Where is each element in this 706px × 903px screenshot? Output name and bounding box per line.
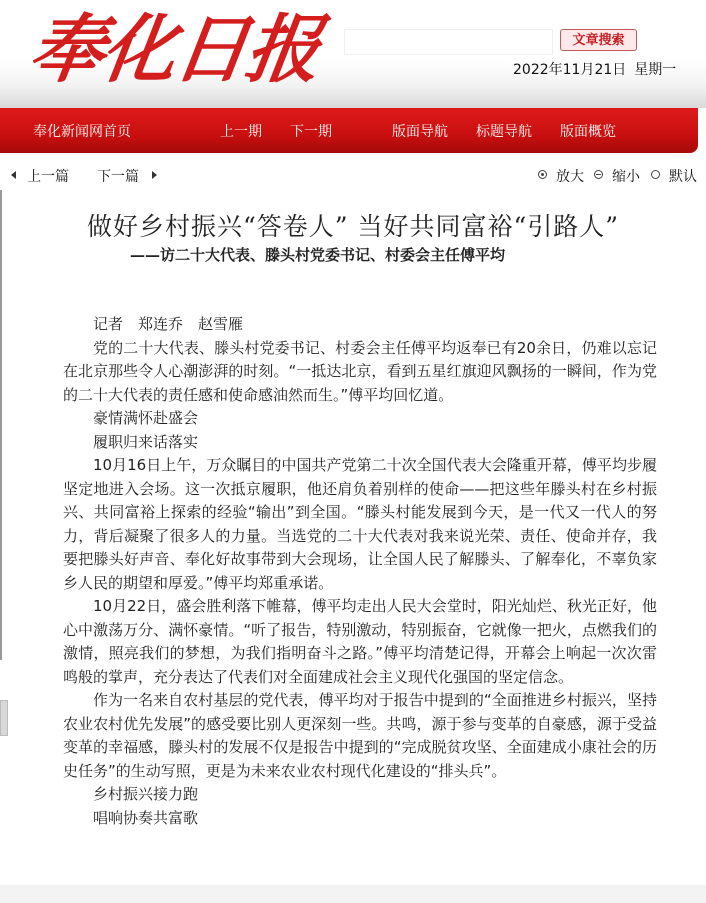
nav-home-link[interactable]: 奉化新闻网首页 xyxy=(33,124,131,140)
date-display xyxy=(513,59,684,79)
article-toolbar xyxy=(0,160,706,190)
next-article-link[interactable]: 下一篇 xyxy=(97,169,139,185)
issue-date: 2022年11月21日 xyxy=(513,62,627,78)
arrow-left-icon xyxy=(11,171,16,179)
default-size-label[interactable]: 默认 xyxy=(669,169,697,185)
section-heading: 豪情满怀赴盛会 xyxy=(93,409,199,427)
article-paragraph: 10月16日上午，万众瞩目的中国共产党第二十次全国代表大会隆重开幕，傅平均步履坚定地进入会场。这一次抵京履职，他还肩负着别样的使命——把这些年滕头村在乡村振兴、共同富裕上探索的经验“输出”到全国。“滕头村能发展到今天，是一代又一代人的努力，背后凝聚了很多人的力量。当选党的二十大代表对我来说光荣、责任、使命并存，我要把滕头好声音、奉化好故事带到大会现场，让全国人民了解滕头、了解奉化，不辜负家乡人民的期望和厚爱。”傅平均郑重承诺。 xyxy=(63,456,657,592)
zoom-in-label[interactable]: 放大 xyxy=(556,169,584,185)
page-header xyxy=(0,0,706,108)
left-divider xyxy=(0,190,2,660)
nav-page-navigation[interactable]: 版面导航 xyxy=(392,124,448,140)
nav-page-overview[interactable]: 版面概览 xyxy=(560,124,616,140)
article-paragraph: 作为一名来自农村基层的党代表，傅平均对于报告中提到的“全面推进乡村振兴，坚持农业农村优先发展”的感受要比别人更深刻一些。共鸣，源于参与变革的自豪感，源于受益变革的幸福感，滕头村的发展不仅是报告中提到的“完成脱贫攻坚、全面建成小康社会的历史任务”的生动写照，更是为未来农业农村现代化建设的“排头兵”。 xyxy=(63,691,657,780)
article-body xyxy=(63,313,657,830)
zoom-out-radio-icon[interactable] xyxy=(594,170,603,179)
nav-title-navigation[interactable]: 标题导航 xyxy=(476,124,532,140)
left-scroll-tab[interactable] xyxy=(0,700,8,736)
zoom-in-radio-icon[interactable] xyxy=(538,170,547,179)
zoom-out-label[interactable]: 缩小 xyxy=(612,169,640,185)
article-subtitle: ——访二十大代表、滕头村党委书记、村委会主任傅平均 xyxy=(130,246,506,264)
section-heading: 唱响协奏共富歌 xyxy=(93,808,199,827)
search-input[interactable] xyxy=(344,29,553,55)
prev-article-link[interactable]: 上一篇 xyxy=(27,169,69,185)
article-byline: 记者 郑连乔 赵雪雁 xyxy=(93,315,244,333)
section-heading: 乡村振兴接力跑 xyxy=(93,785,199,803)
section-heading: 履职归来话落实 xyxy=(93,432,199,451)
article-paragraph: 党的二十大代表、滕头村党委书记、村委会主任傅平均返奉已有20余日，仍难以忘记在北京那些令人心潮澎湃的时刻。“一抵达北京，看到五星红旗迎风飘扬的一瞬间，作为党的二十大代表的责任感和使命感油然而生。”傅平均回忆道。 xyxy=(63,338,657,404)
nav-prev-issue[interactable]: 上一期 xyxy=(220,124,262,140)
bottom-scrollbar[interactable] xyxy=(0,885,706,903)
article-title: 做好乡村振兴“答卷人” 当好共同富裕“引路人” xyxy=(86,212,620,241)
nav-next-issue[interactable]: 下一期 xyxy=(290,124,332,140)
weekday: 星期一 xyxy=(634,62,677,78)
default-size-radio-icon[interactable] xyxy=(651,170,660,179)
newspaper-logo: 奉化日报 xyxy=(24,7,325,93)
article-paragraph: 10月22日，盛会胜利落下帷幕，傅平均走出人民大会堂时，阳光灿烂、秋光正好，他心中激荡万分、满怀豪情。“听了报告，特别激动，特别振奋，它就像一把火，点燃我们的激情，照亮我们的梦想，为我们指明奋斗之路。”傅平均清楚记得，开幕会上响起一次次雷鸣般的掌声，充分表达了代表们对全面建成社会主义现代化强国的坚定信念。 xyxy=(63,597,657,686)
arrow-right-icon xyxy=(152,171,157,179)
search-button[interactable]: 文章搜索 xyxy=(560,29,637,51)
main-navbar xyxy=(0,108,698,153)
